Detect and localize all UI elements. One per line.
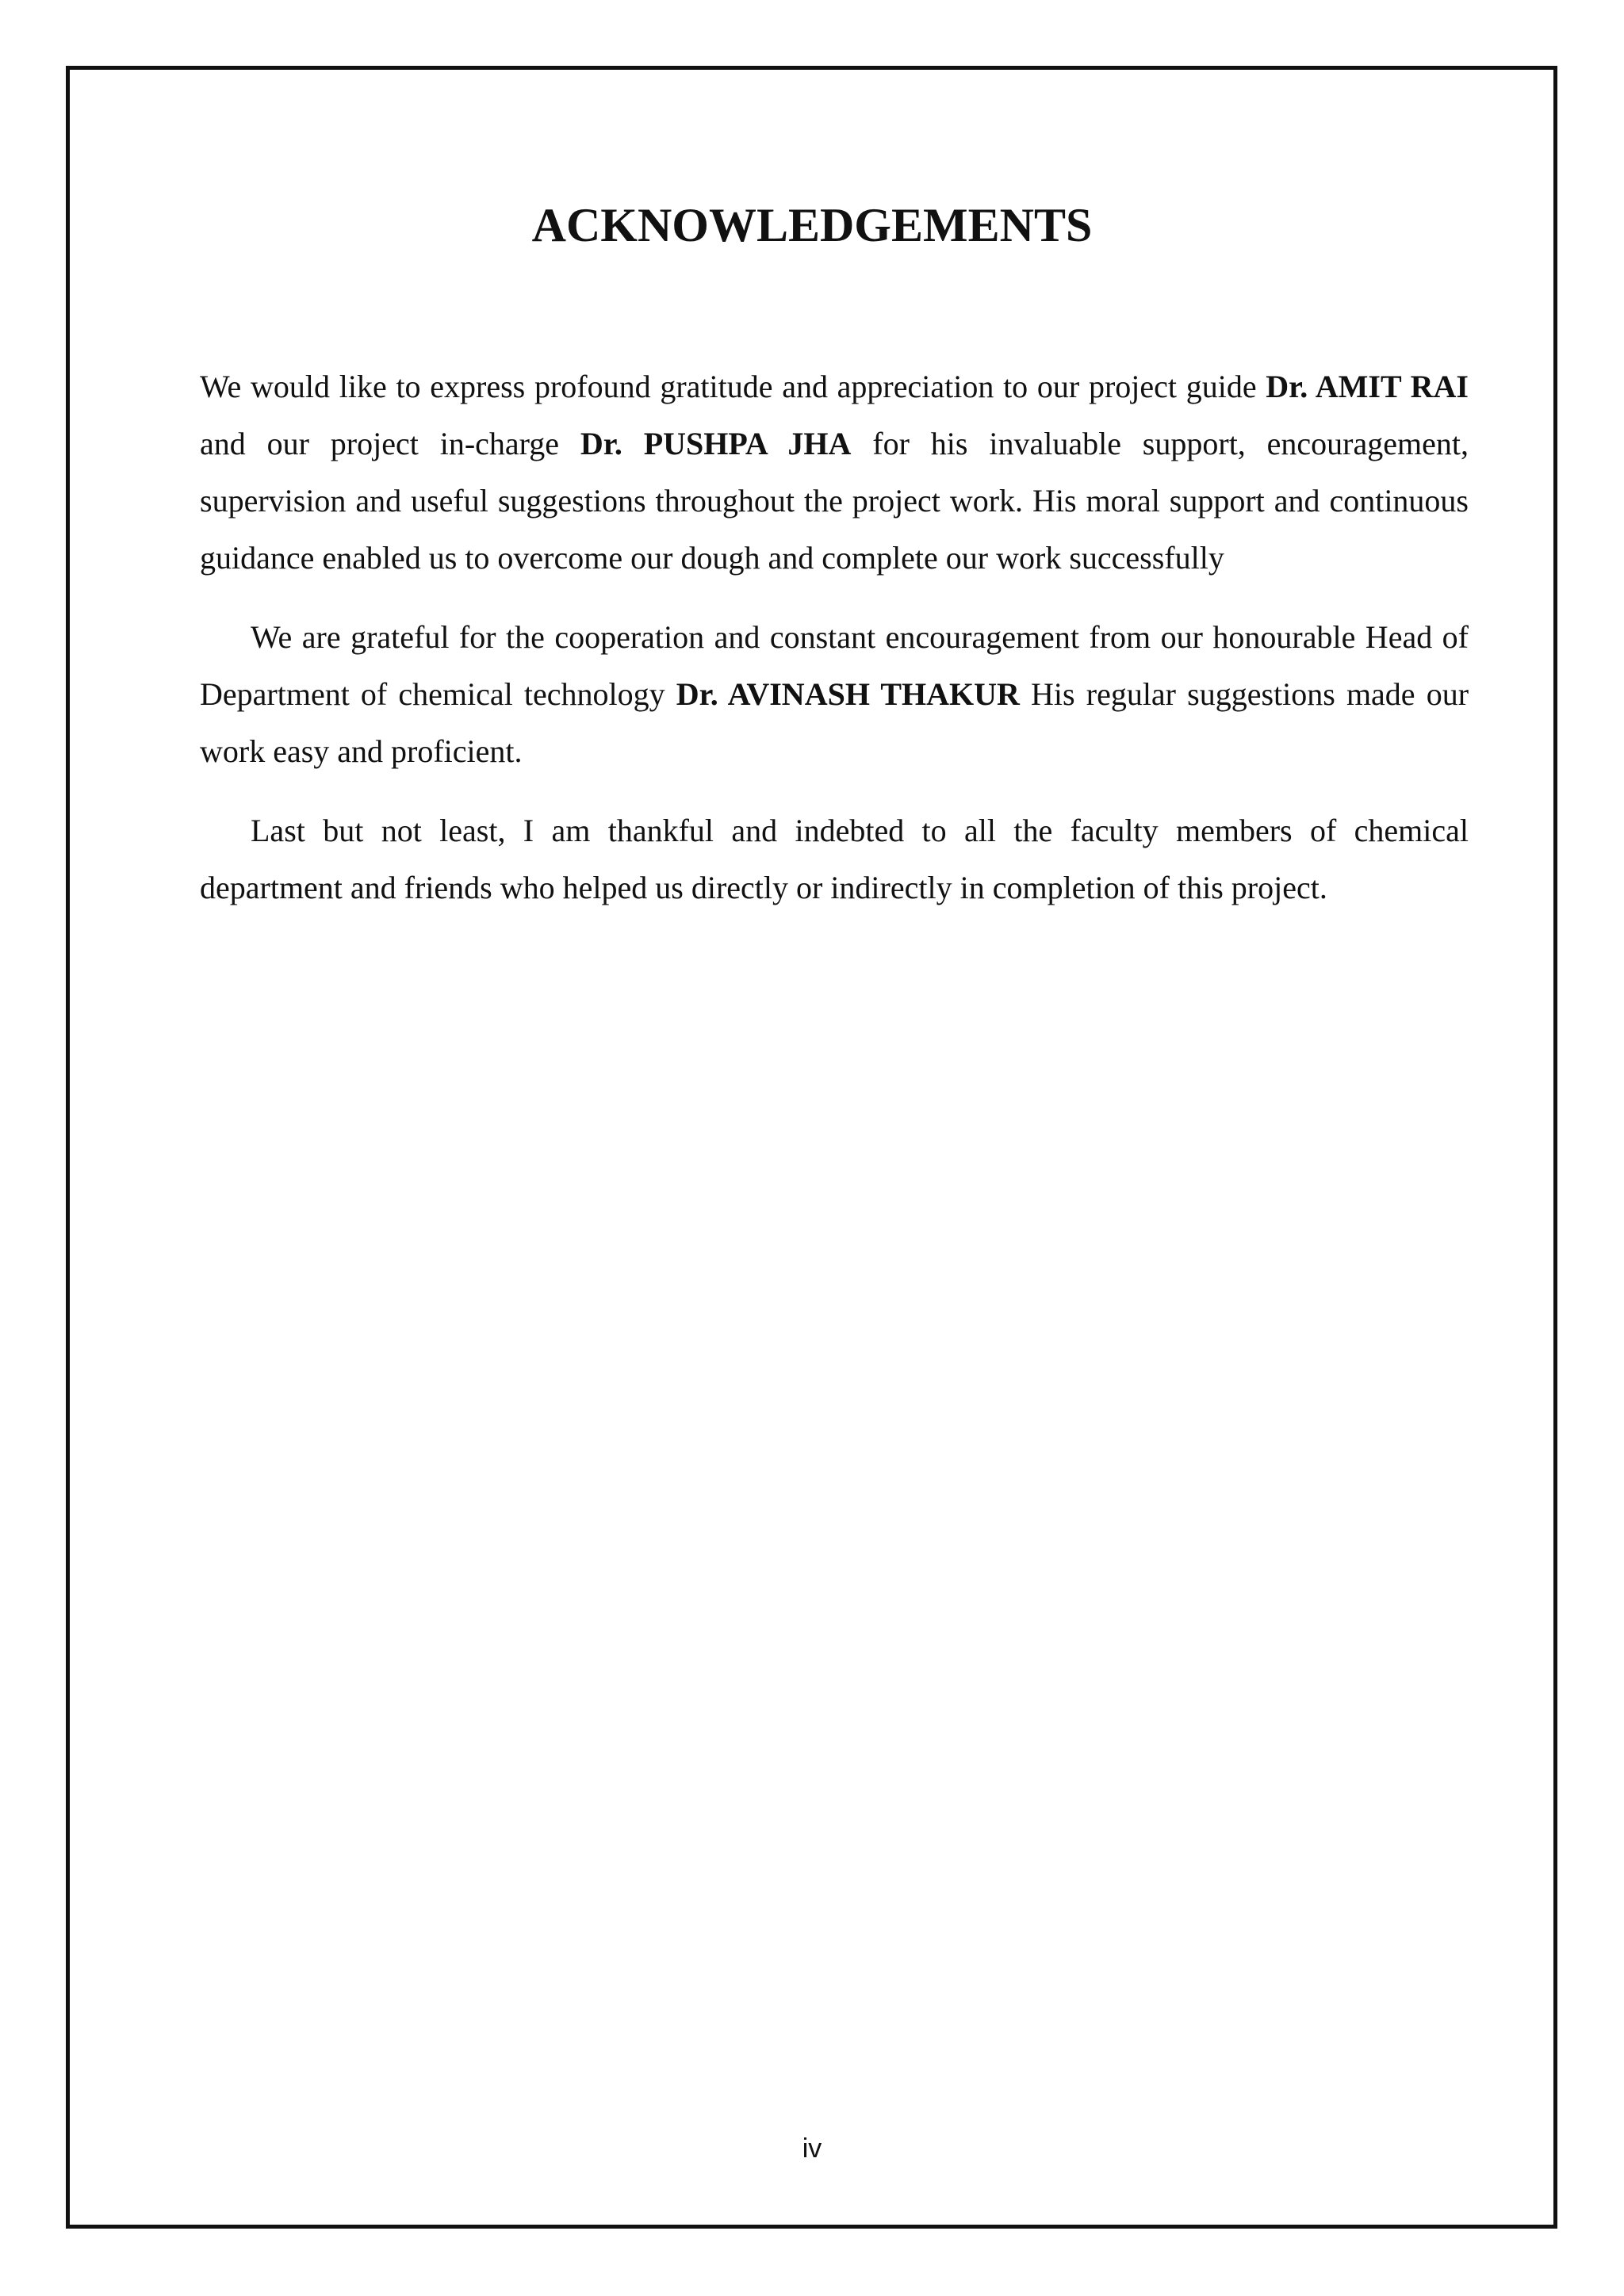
paragraph-text: His regular suggestions made our work easy and proficient. xyxy=(200,676,1469,769)
page-number: iv xyxy=(802,2133,822,2164)
hod-name: Dr. AVINASH THAKUR xyxy=(676,676,1020,712)
paragraph-gratitude xyxy=(200,358,1469,587)
page-title: ACKNOWLEDGEMENTS xyxy=(531,199,1093,251)
paragraph-text: Last but not least, I am thankful and indebted to all the faculty members of chemical department and friends who helped us directly or indirectly in completion of this project. xyxy=(200,813,1469,905)
incharge-name: Dr. PUSHPA JHA xyxy=(580,426,852,461)
paragraph-faculty xyxy=(200,802,1469,916)
acknowledgements-body xyxy=(200,358,1469,939)
guide-name: Dr. AMIT RAI xyxy=(1266,369,1469,404)
paragraph-text: and our project in-charge xyxy=(200,426,580,461)
paragraph-text: We are grateful for the cooperation and constant encouragement from our honourable Head of Department of chemical technology xyxy=(200,619,1469,712)
paragraph-text: We would like to express profound gratitude and appreciation to our project guide xyxy=(200,369,1266,404)
paragraph-hod xyxy=(200,609,1469,780)
paragraph-text: for his invaluable support, encouragement, supervision and useful suggestions throughout the project work. His moral support and continuous guidance enabled us to overcome our dough and complete our work successfully xyxy=(200,426,1469,576)
